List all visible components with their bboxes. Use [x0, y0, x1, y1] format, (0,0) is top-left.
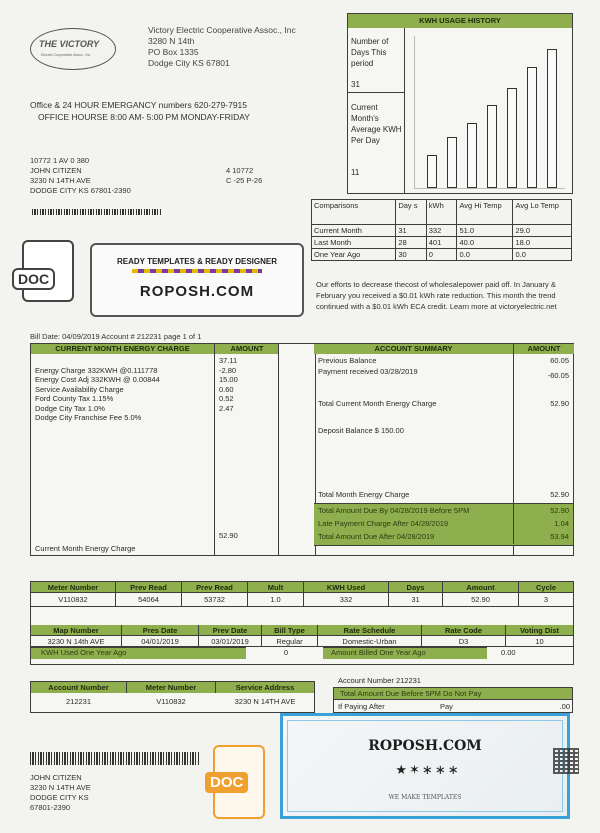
- meter-value-cell: Domestic-Urban: [318, 636, 422, 647]
- stub-due-label: Total Amount Due Before 5PM Do Not Pay: [340, 689, 482, 698]
- comparisons-cell: 30: [396, 249, 426, 261]
- roposh-stamp: [280, 713, 570, 819]
- watermark-stripe: [132, 269, 262, 273]
- table-row: [312, 249, 572, 261]
- stub-meter-value: V110832: [156, 697, 186, 706]
- meter-value-cell: 332: [304, 593, 389, 607]
- summary-late-label: Late Payment Charge After 04/28/2019: [318, 519, 449, 528]
- mail-zip: 67801-2390: [30, 803, 71, 812]
- meter-value-cell: D3: [422, 636, 506, 647]
- charges-rows: [35, 356, 275, 423]
- meter-value-cell: 3230 N 14th AVE: [31, 636, 122, 647]
- comparisons-header: Avg Hi Temp: [457, 200, 513, 225]
- office-info: [30, 99, 250, 123]
- stub-pay-row: [333, 699, 573, 713]
- stub-address-value: 3230 N 14TH AVE: [234, 697, 296, 706]
- charge-row: [35, 385, 275, 395]
- avg-value: 11: [351, 168, 360, 177]
- customer-code: 10772 1 AV 0 380: [30, 156, 90, 165]
- charges-header-amount: AMOUNT: [214, 344, 279, 354]
- comparisons-cell: Current Month: [312, 225, 396, 237]
- usage-history-title: KWH USAGE HISTORY: [348, 14, 572, 28]
- comparisons-cell: 18.0: [513, 237, 572, 249]
- bill-date-line: Bill Date: 04/09/2019 Account # 212231 page 1 of 1: [30, 332, 202, 341]
- doc-label-orange: DOC: [205, 772, 248, 793]
- charges-box: [30, 343, 574, 556]
- days-label: Number of Days This period: [351, 37, 389, 68]
- stub-amount-tail: .00: [559, 702, 570, 711]
- meter-header-cell: Voting Dist: [506, 625, 573, 636]
- logo-subtext: Electric Cooperative Assoc., Inc.: [41, 53, 92, 57]
- customer-city: DODGE CITY KS 67801-2390: [30, 186, 131, 195]
- usage-history-box: [347, 13, 573, 194]
- meter-value-cell: 1.0: [248, 593, 304, 607]
- notice-text: Our efforts to decrease thecost of wholesalepower paid off. In January & February you received a $0.01 kWh rate reduction. This month the trend continued with a $0.01 kWh ECA credit. Learn more at victoryelectric.net: [316, 280, 557, 311]
- meter-value-cell: Regular: [262, 636, 318, 647]
- customer-street: 3230 N 14TH AVE: [30, 176, 91, 185]
- charge-label: Energy Charge 332KWH @0.111778: [35, 365, 158, 375]
- meter-header-cell: Meter Number: [31, 582, 116, 593]
- charge-amount: 15.00: [219, 375, 238, 384]
- office-line1: Office & 24 HOUR EMERGANCY numbers 620-279-7915: [30, 100, 248, 110]
- summary-paid-label: Payment received 03/28/2019: [318, 367, 418, 376]
- comparisons-header: Day s: [396, 200, 426, 225]
- meter-header-cell: Prev Read: [116, 582, 182, 593]
- summary-current-amount: 52.90: [550, 399, 569, 408]
- customer-ref1: 4 10772: [226, 166, 254, 175]
- charges-footer-label: Current Month Energy Charge: [35, 544, 136, 553]
- company-logo: [30, 28, 116, 70]
- meter-header-cell: Mult: [248, 582, 304, 593]
- comparisons-cell: Last Month: [312, 237, 396, 249]
- charge-row: [35, 375, 275, 385]
- charge-label: Ford County Tax 1.15%: [35, 394, 114, 403]
- mail-street: 3230 N 14TH AVE: [30, 783, 91, 792]
- qr-code: [553, 748, 579, 774]
- doc-file-icon: [18, 240, 74, 302]
- stub-header-meter: Meter Number: [127, 682, 216, 693]
- billed-year-value: 0.00: [501, 648, 516, 657]
- billed-year-label: Amount Billed One Year Ago: [331, 648, 426, 657]
- usage-bar: [487, 105, 497, 188]
- meter-header-cell: Map Number: [31, 625, 122, 636]
- summary-due-label: Total Amount Due By 04/28/2019 Before 5PM: [318, 506, 470, 515]
- stamp-title: ROPOSH.COM: [368, 738, 482, 754]
- charge-amount: 37.11: [219, 356, 238, 365]
- customer-barcode: [32, 209, 162, 215]
- comparisons-cell: 401: [426, 237, 457, 249]
- charge-row: [35, 366, 275, 376]
- comparisons-header: kWh: [426, 200, 457, 225]
- meter-header-cell: Days: [389, 582, 443, 593]
- comparisons-table: [311, 199, 572, 261]
- table-row: [312, 237, 572, 249]
- meter-value-cell: 54064: [116, 593, 182, 607]
- comparisons-cell: 40.0: [457, 237, 513, 249]
- summary-after-label: Total Amount Due After 04/28/2019: [318, 532, 435, 541]
- summary-paid-amount: -60.05: [547, 371, 569, 380]
- summary-header-label: ACCOUNT SUMMARY: [314, 344, 513, 354]
- charge-amount: 0.60: [219, 384, 234, 394]
- stamp-stars-icon: ★✶∗∗∗: [395, 762, 461, 777]
- meter-value-cell: 10: [506, 636, 573, 647]
- charge-label: Service Availability Charge: [35, 384, 124, 394]
- charge-amount: 2.47: [219, 403, 234, 413]
- meter-value-cell: 3: [519, 593, 573, 607]
- customer-name: JOHN CITIZEN: [30, 166, 82, 175]
- watermark-banner-text: READY TEMPLATES & READY DESIGNER: [116, 257, 278, 266]
- meter-header-cell: KWH Used: [304, 582, 389, 593]
- stub-if-paying: If Paying After: [338, 702, 385, 711]
- doc-label: DOC: [12, 268, 55, 290]
- company-address-line2: PO Box 1335: [148, 47, 199, 57]
- mail-name: JOHN CITIZEN: [30, 773, 82, 782]
- comparisons-cell: 0: [426, 249, 457, 261]
- charges-header-label: CURRENT MONTH ENERGY CHARGE: [31, 344, 214, 354]
- meter-header-cell: Bill Type: [262, 625, 318, 636]
- company-address-line1: 3280 N 14th: [148, 36, 195, 46]
- summary-prev-label: Previous Balance: [318, 356, 377, 365]
- doc-file-icon-orange: [210, 745, 265, 819]
- usage-bar: [467, 123, 477, 188]
- meter-value-cell: 03/01/2019: [199, 636, 262, 647]
- stub-account-value: 212231: [65, 697, 92, 706]
- usage-bar: [527, 67, 537, 188]
- summary-late-amount: 1.04: [554, 519, 569, 528]
- watermark-site: ROPOSH.COM: [139, 283, 255, 300]
- summary-current-label: Total Current Month Energy Charge: [318, 399, 437, 408]
- meter-header-cell: Amount: [443, 582, 519, 593]
- summary-due-amount: 52.90: [550, 506, 569, 515]
- summary-total-amount: 52.90: [550, 490, 569, 499]
- customer-block: [30, 156, 300, 196]
- meter-table: [30, 581, 574, 665]
- meter-header-cell: Rate Schedule: [318, 625, 422, 636]
- usage-bar: [427, 155, 437, 188]
- summary-deposit-label: Deposit Balance $ 150.00: [318, 426, 404, 435]
- company-address: [148, 25, 296, 69]
- watermark-banner: [90, 243, 304, 317]
- meter-header-cell: Cycle: [519, 582, 573, 593]
- usage-bar: [447, 137, 457, 188]
- meter-header-cell: Rate Code: [422, 625, 506, 636]
- charge-label: Dodge City Franchise Fee 5.0%: [35, 413, 142, 422]
- stub-pay: Pay: [440, 702, 453, 711]
- comparisons-cell: 332: [426, 225, 457, 237]
- summary-header-amount: AMOUNT: [513, 344, 574, 354]
- meter-value-cell: 04/01/2019: [122, 636, 199, 647]
- table-row: [312, 225, 572, 237]
- days-value: 31: [351, 80, 360, 89]
- charge-label: Dodge City Tax 1.0%: [35, 403, 105, 413]
- meter-header-cell: Pres Date: [122, 625, 199, 636]
- charge-amount: 0.52: [219, 394, 234, 403]
- charge-row: [35, 394, 275, 404]
- comparisons-cell: 28: [396, 237, 426, 249]
- stub-header-account: Account Number: [31, 682, 127, 693]
- logo-text: THE VICTORY: [39, 39, 100, 49]
- comparisons-cell: 29.0: [513, 225, 572, 237]
- summary-after-amount: 53.94: [550, 532, 569, 541]
- comparisons-header: Avg Lo Temp: [513, 200, 572, 225]
- charge-row: [35, 404, 275, 414]
- stub-header-address: Service Address: [216, 682, 314, 693]
- charge-label: Energy Cost Adj 332KWH @ 0.00844: [35, 375, 160, 384]
- summary-total-label: Total Month Energy Charge: [318, 490, 410, 499]
- usage-bar: [547, 49, 557, 188]
- usage-bar: [507, 88, 517, 188]
- office-line2: OFFICE HOURSE 8:00 AM- 5:00 PM MONDAY-FRIDAY: [38, 112, 250, 122]
- mail-city: DODGE CITY KS: [30, 793, 89, 802]
- meter-value-cell: 53732: [182, 593, 248, 607]
- meter-header-cell: Prev Date: [199, 625, 262, 636]
- company-name: Victory Electric Cooperative Assoc., Inc: [148, 25, 296, 35]
- comparisons-cell: 0.0: [457, 249, 513, 261]
- charge-row: [35, 356, 275, 366]
- meter-value-cell: 52.90: [443, 593, 519, 607]
- stub-table: [30, 681, 315, 713]
- mail-barcode: [30, 752, 200, 765]
- customer-ref2: C -25 P-26: [226, 176, 263, 185]
- charges-total-amount: 52.90: [219, 531, 238, 540]
- company-address-line3: Dodge City KS 67801: [148, 58, 230, 68]
- mail-address: [30, 773, 91, 813]
- comparisons-cell: 31: [396, 225, 426, 237]
- kwh-year-value: 0: [283, 648, 289, 657]
- meter-value-cell: 31: [389, 593, 443, 607]
- stamp-subtitle: WE MAKE TEMPLATES: [388, 794, 462, 801]
- comparisons-header: Comparisons: [312, 200, 396, 225]
- meter-header-cell: Prev Read: [182, 582, 248, 593]
- summary-prev-amount: 60.05: [550, 356, 569, 365]
- usage-bar-chart: [414, 36, 565, 189]
- kwh-year-label: KWH Used One Year Ago: [41, 648, 127, 657]
- comparisons-cell: One Year Ago: [312, 249, 396, 261]
- avg-label: Current Month's Average KWH Per Day: [351, 103, 402, 145]
- stub-account-number-label: Account Number 212231: [338, 676, 421, 685]
- comparisons-cell: 51.0: [457, 225, 513, 237]
- comparisons-cell: 0.0: [513, 249, 572, 261]
- charge-row: [35, 413, 275, 423]
- charge-amount: -2.80: [219, 365, 237, 375]
- meter-value-cell: V110832: [31, 593, 116, 607]
